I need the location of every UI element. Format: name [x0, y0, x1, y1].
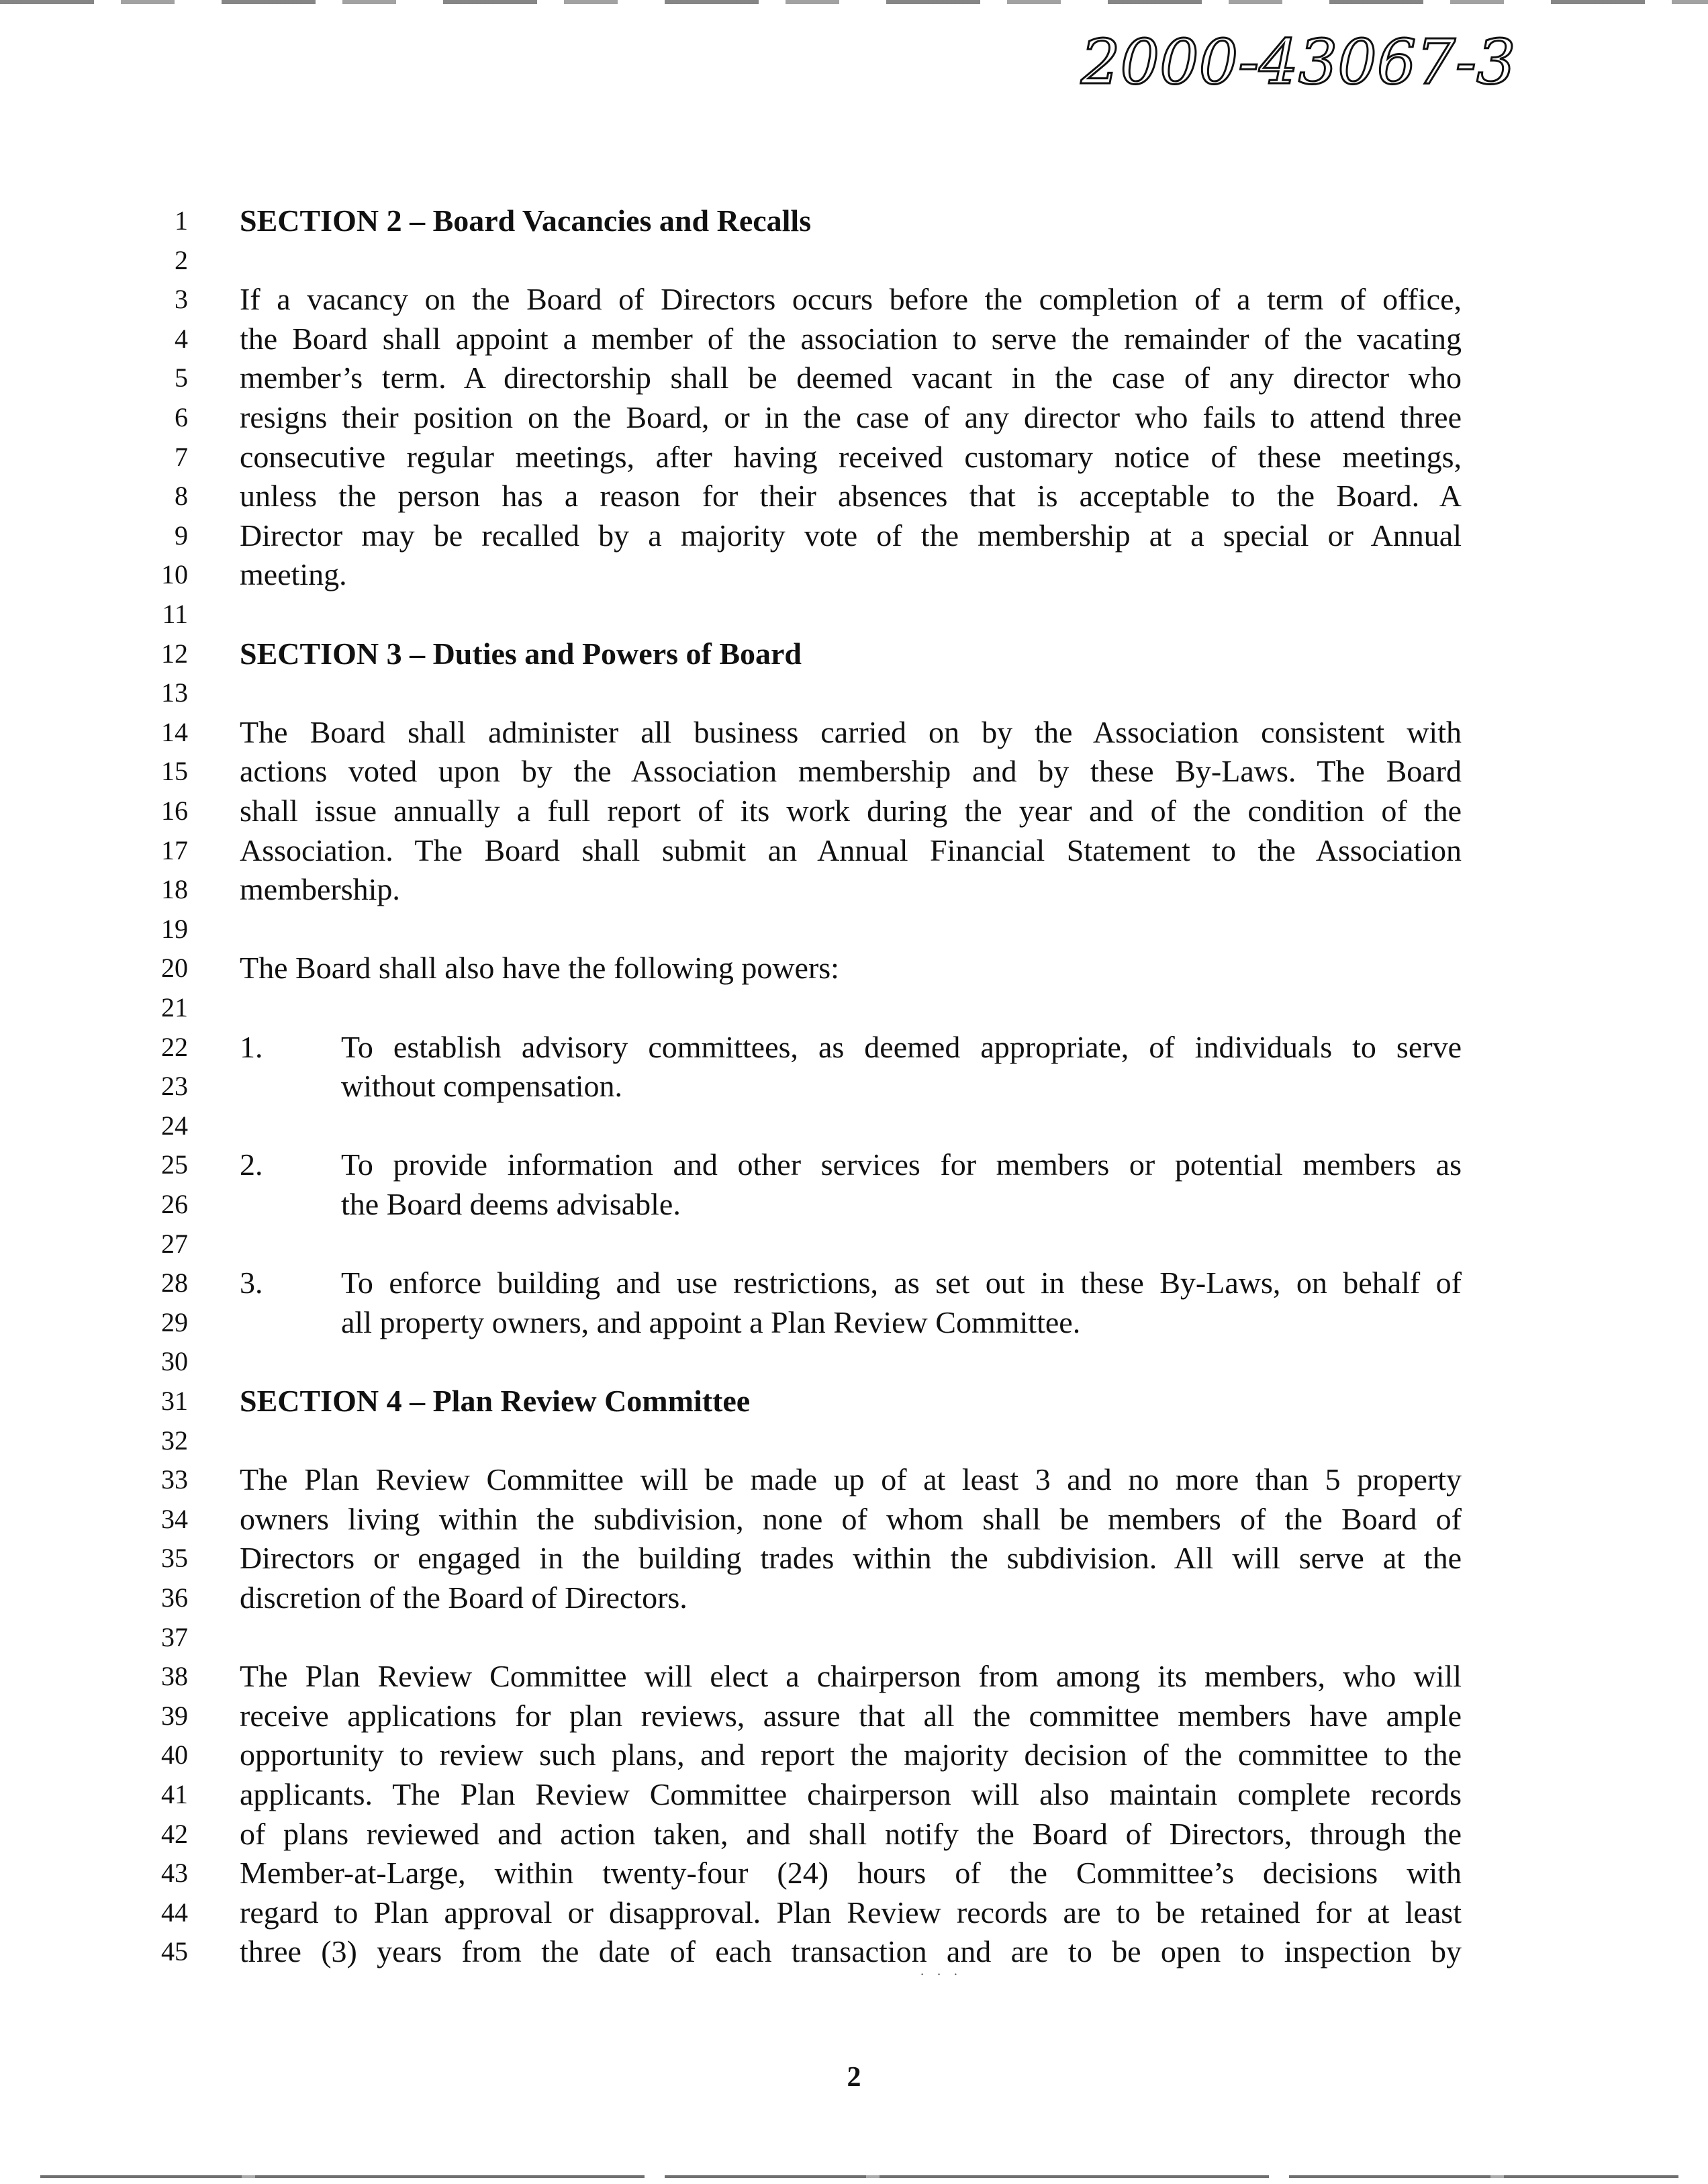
- line-number: 36: [161, 1582, 188, 1613]
- line-text: discretion of the Board of Directors.: [240, 1580, 687, 1615]
- line-text: resigns their position on the Board, or in the case of any director who fails to attend three: [240, 400, 1462, 434]
- line-number: 42: [161, 1818, 188, 1849]
- document-line: [0, 516, 1708, 555]
- line-number: 23: [161, 1071, 188, 1102]
- document-line: [0, 398, 1708, 437]
- line-text: The Board shall administer all business carried on by the Association consistent with: [240, 714, 1462, 749]
- line-number: 35: [161, 1543, 188, 1574]
- line-number: 41: [161, 1779, 188, 1809]
- document-line: [0, 201, 1708, 240]
- line-text: the Board deems advisable.: [341, 1187, 681, 1221]
- line-text: receive applications for plan reviews, assure that all the committee members have ample: [240, 1698, 1462, 1733]
- line-number: 31: [161, 1386, 188, 1416]
- line-text: Directors or engaged in the building trades within the subdivision. All will serve at the: [240, 1541, 1462, 1576]
- line-number: 44: [161, 1897, 188, 1928]
- document-line: [0, 1815, 1708, 1854]
- line-text: opportunity to review such plans, and report the majority decision of the committee to the: [240, 1738, 1462, 1772]
- document-line: [0, 634, 1708, 673]
- line-text: meeting.: [240, 557, 347, 592]
- line-number: 4: [175, 323, 188, 354]
- document-line: [0, 1106, 1708, 1145]
- document-line: [0, 438, 1708, 477]
- line-number: 15: [161, 756, 188, 787]
- line-number: 33: [161, 1464, 188, 1495]
- document-line: [0, 910, 1708, 949]
- line-text: The Plan Review Committee will elect a chairperson from among its members, who will: [240, 1659, 1462, 1694]
- document-line: [0, 1303, 1708, 1342]
- line-text: actions voted upon by the Association membership and by these By-Laws. The Board: [240, 754, 1462, 789]
- line-number: 7: [175, 441, 188, 472]
- document-line: [0, 595, 1708, 634]
- document-line: [0, 320, 1708, 359]
- line-number: 25: [161, 1149, 188, 1180]
- document-line: [0, 792, 1708, 830]
- document-line: [0, 1697, 1708, 1736]
- line-number: 14: [161, 716, 188, 747]
- line-text: Member-at-Large, within twenty-four (24) hours of the Committee’s decisions with: [240, 1856, 1462, 1891]
- line-number: 26: [161, 1189, 188, 1219]
- document-line: [0, 1578, 1708, 1617]
- line-number: 11: [162, 599, 188, 629]
- line-text: consecutive regular meetings, after having received customary notice of these meetings,: [240, 439, 1462, 474]
- line-number: 19: [161, 913, 188, 944]
- document-line: [0, 1421, 1708, 1460]
- document-line: [0, 713, 1708, 752]
- document-line: [0, 1736, 1708, 1774]
- document-line: [0, 673, 1708, 712]
- section-heading: SECTION 2 – Board Vacancies and Recalls: [240, 203, 812, 238]
- document-line: [0, 1775, 1708, 1814]
- document-line: [0, 241, 1708, 280]
- line-text: membership.: [240, 872, 400, 907]
- document-line: [0, 1854, 1708, 1893]
- document-line: [0, 1145, 1708, 1184]
- line-text: To enforce building and use restrictions, as set out in these By-Laws, on behalf of: [341, 1266, 1462, 1300]
- document-line: [0, 1342, 1708, 1381]
- list-item-number: 1.: [240, 1029, 263, 1064]
- line-text: without compensation.: [341, 1069, 623, 1104]
- document-line: [0, 1382, 1708, 1421]
- document-line: [0, 949, 1708, 988]
- line-number: 30: [161, 1346, 188, 1377]
- handwritten-document-number: [1074, 24, 1558, 98]
- line-number: 17: [161, 835, 188, 865]
- line-text: The Board shall also have the following powers:: [240, 951, 839, 986]
- section-heading: SECTION 3 – Duties and Powers of Board: [240, 636, 802, 671]
- scan-edge-top: [0, 0, 1708, 4]
- line-text: all property owners, and appoint a Plan Review Committee.: [341, 1304, 1081, 1339]
- document-line: [0, 1067, 1708, 1106]
- line-text: unless the person has a reason for their absences that is acceptable to the Board. A: [240, 479, 1462, 514]
- line-text: The Plan Review Committee will be made up of at least 3 and no more than 5 property: [240, 1462, 1462, 1497]
- document-line: [0, 1893, 1708, 1932]
- document-line: [0, 1460, 1708, 1499]
- document-line: [0, 1618, 1708, 1657]
- document-line: [0, 1657, 1708, 1696]
- line-number: 1: [175, 205, 188, 236]
- document-line: [0, 359, 1708, 397]
- line-number: 21: [161, 992, 188, 1023]
- line-number: 16: [161, 796, 188, 826]
- line-text: of plans reviewed and action taken, and shall notify the Board of Directors, through the: [240, 1816, 1462, 1851]
- list-item-number: 2.: [240, 1147, 263, 1182]
- document-line: [0, 1500, 1708, 1539]
- line-number: 8: [175, 481, 188, 512]
- line-number: 34: [161, 1503, 188, 1534]
- line-number: 10: [161, 559, 188, 590]
- line-text: regard to Plan approval or disapproval. Plan Review records are to be retained for at least: [240, 1895, 1462, 1930]
- line-number: 12: [161, 638, 188, 669]
- line-number: 9: [175, 520, 188, 551]
- list-item-number: 3.: [240, 1266, 263, 1300]
- line-text: member’s term. A directorship shall be deemed vacant in the case of any director who: [240, 361, 1462, 395]
- line-number: 13: [161, 677, 188, 708]
- document-line: [0, 1264, 1708, 1302]
- line-number: 29: [161, 1307, 188, 1337]
- line-number: 27: [161, 1228, 188, 1259]
- line-text: To provide information and other services for members or potential members as: [341, 1147, 1462, 1182]
- line-text: Director may be recalled by a majority vote of the membership at a special or Annual: [240, 518, 1462, 553]
- line-number: 38: [161, 1661, 188, 1692]
- line-text: shall issue annually a full report of its work during the year and of the condition of the: [240, 794, 1462, 828]
- line-text: owners living within the subdivision, none of whom shall be members of the Board of: [240, 1501, 1462, 1536]
- document-line: [0, 1225, 1708, 1264]
- line-number: 2: [175, 244, 188, 275]
- line-number: 43: [161, 1858, 188, 1889]
- line-number: 40: [161, 1740, 188, 1770]
- document-line: [0, 988, 1708, 1027]
- page-number: 2: [847, 2062, 861, 2093]
- document-line: [0, 1185, 1708, 1224]
- document-line: [0, 1539, 1708, 1578]
- line-text: three (3) years from the date of each transaction and are to be open to inspection by: [240, 1934, 1462, 1969]
- line-text: To establish advisory committees, as deemed appropriate, of individuals to serve: [341, 1029, 1462, 1064]
- scan-edge-bottom: [40, 2175, 1678, 2178]
- document-line: [0, 752, 1708, 791]
- line-number: 37: [161, 1621, 188, 1652]
- line-number: 28: [161, 1268, 188, 1298]
- document-line: [0, 1028, 1708, 1067]
- document-line: [0, 280, 1708, 319]
- document-line: [0, 1932, 1708, 1971]
- line-number: 5: [175, 363, 188, 393]
- line-number: 3: [175, 284, 188, 315]
- line-number: 45: [161, 1936, 188, 1967]
- document-line: [0, 555, 1708, 594]
- line-number: 18: [161, 874, 188, 905]
- handwritten-number-text: 2000-43067-3: [1081, 26, 1516, 98]
- line-number: 20: [161, 953, 188, 984]
- line-number: 32: [161, 1425, 188, 1456]
- document-line: [0, 870, 1708, 909]
- section-heading: SECTION 4 – Plan Review Committee: [240, 1384, 751, 1418]
- line-number: 39: [161, 1700, 188, 1731]
- line-text: Association. The Board shall submit an Annual Financial Statement to the Association: [240, 833, 1462, 867]
- line-text: If a vacancy on the Board of Directors occurs before the completion of a term of office,: [240, 282, 1462, 317]
- document-line: [0, 477, 1708, 516]
- document-line: [0, 831, 1708, 870]
- scan-specks: · · ·: [920, 1966, 962, 1983]
- line-text: the Board shall appoint a member of the association to serve the remainder of the vacating: [240, 321, 1462, 356]
- line-number: 24: [161, 1110, 188, 1141]
- line-text: applicants. The Plan Review Committee chairperson will also maintain complete records: [240, 1777, 1462, 1811]
- line-number: 22: [161, 1031, 188, 1062]
- line-number: 6: [175, 402, 188, 432]
